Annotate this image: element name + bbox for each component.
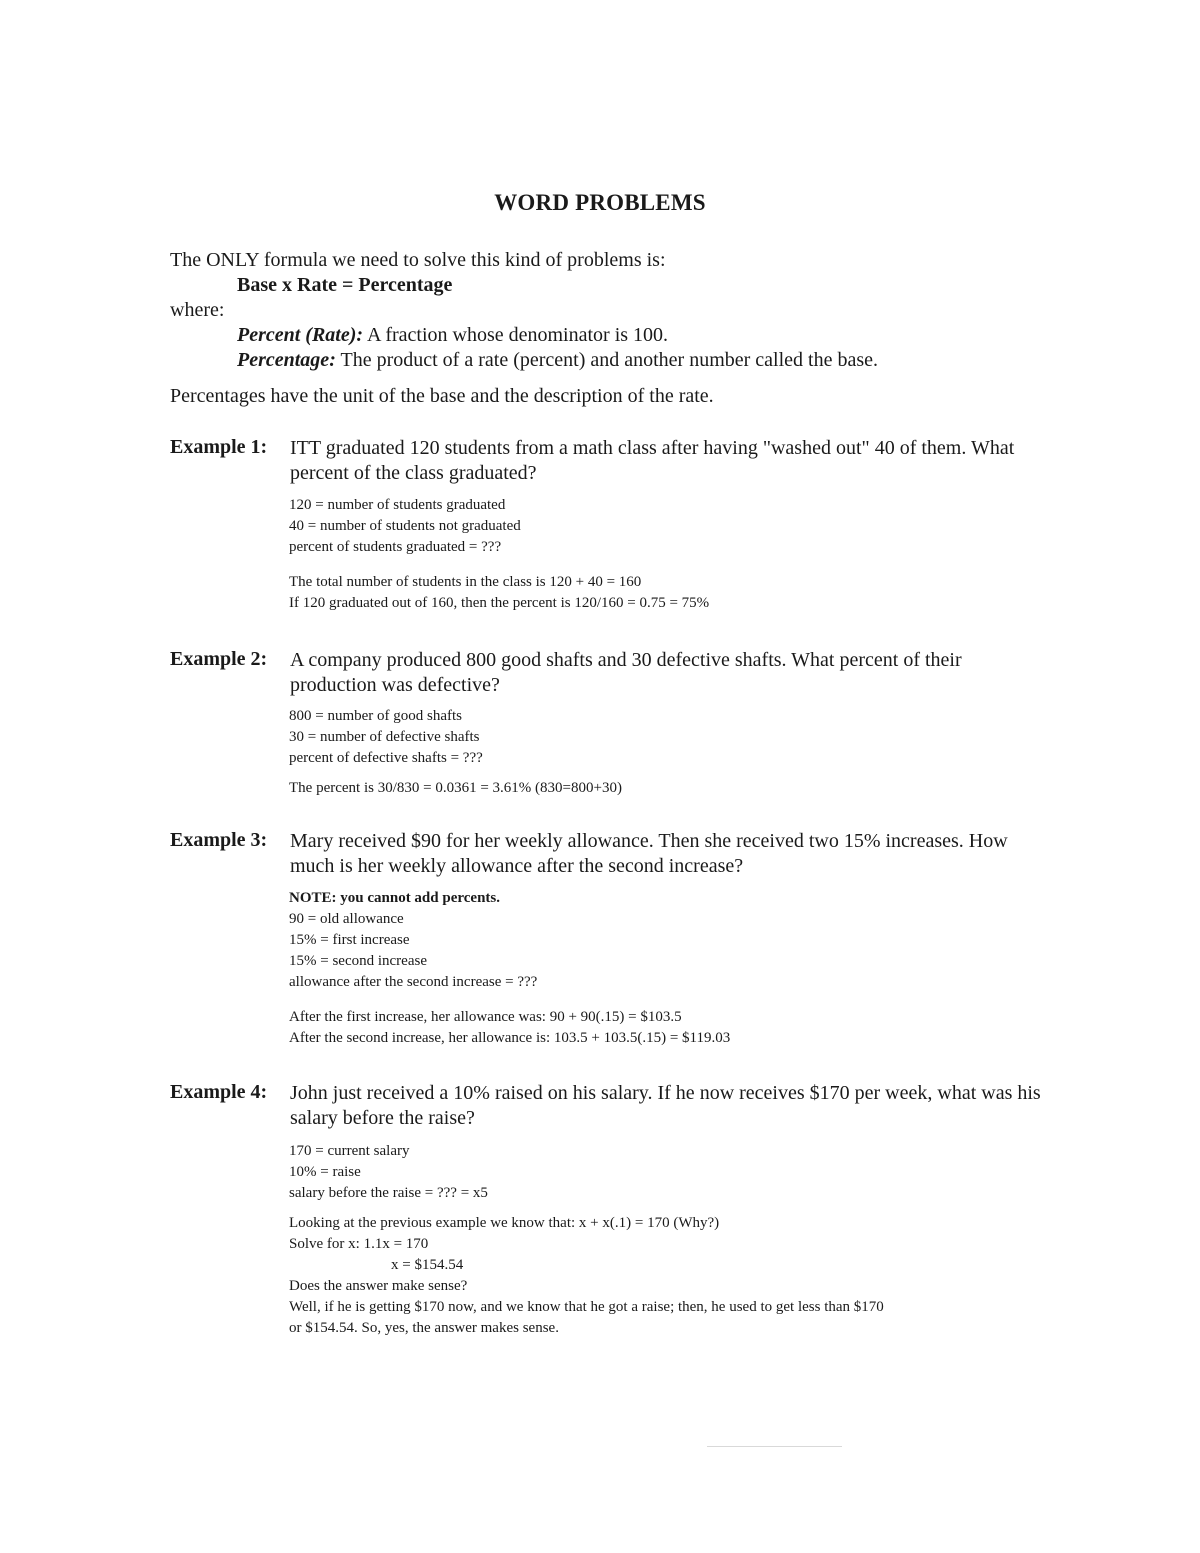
given-line: 10% = raise [289,1164,361,1180]
definition-percentage [237,348,878,373]
given-line: 90 = old allowance [289,911,404,927]
example-2-work [289,706,622,799]
given-line: salary before the raise = ??? = x5 [289,1185,488,1201]
solution-line: If 120 graduated out of 160, then the percent is 120/160 = 0.75 = 75% [289,595,710,611]
definition-percent [237,323,668,348]
definition-term: Percent (Rate): [237,324,364,346]
solution-line: x = $154.54 [391,1257,464,1273]
example-1-label: Example 1: [170,436,268,458]
given-line: percent of defective shafts = ??? [289,750,483,766]
example-4-question: John just received a 10% raised on his salary. If he now receives $170 per week, what was his salary before the raise? [290,1082,1041,1129]
example-1-work [289,495,709,614]
example-2-question: A company produced 800 good shafts and 30 defective shafts. What percent of their production was defective? [290,649,962,696]
solution-line: After the first increase, her allowance was: 90 + 90(.15) = $103.5 [289,1009,682,1025]
given-line: percent of students graduated = ??? [289,539,502,555]
definition-term: Percentage: [237,349,336,371]
intro-where: where: [170,299,225,321]
intro-note: Percentages have the unit of the base and the description of the rate. [170,385,714,407]
example-2-label: Example 2: [170,648,268,670]
given-line: 800 = number of good shafts [289,708,463,724]
example-3-question: Mary received $90 for her weekly allowance. Then she received two 15% increases. How much is her weekly allowance after the second increase? [290,830,1008,877]
example-4-label: Example 4: [170,1081,268,1103]
example-4-work [289,1141,884,1339]
intro-formula-line: The ONLY formula we need to solve this kind of problems is: [170,249,666,271]
given-line: 120 = number of students graduated [289,497,506,513]
given-line: allowance after the second increase = ??? [289,974,538,990]
solution-line: Well, if he is getting $170 now, and we know that he got a raise; then, he used to get less than $170 [289,1299,884,1315]
solution-line: or $154.54. So, yes, the answer makes sense. [289,1320,559,1336]
solution-line: Looking at the previous example we know that: x + x(.1) = 170 (Why?) [289,1215,720,1231]
solution-line: The total number of students in the class is 120 + 40 = 160 [289,574,642,590]
given-line: 15% = second increase [289,953,427,969]
example-3-work [289,888,730,1049]
intro-formula: Base x Rate = Percentage [237,274,453,296]
given-line: 170 = current salary [289,1143,410,1159]
definition-text: A fraction whose denominator is 100. [363,324,669,346]
scan-artifact-line [707,1446,842,1447]
definition-text: The product of a rate (percent) and another number called the base. [335,349,879,371]
given-line: 15% = first increase [289,932,410,948]
solution-line: After the second increase, her allowance is: 103.5 + 103.5(.15) = $119.03 [289,1030,731,1046]
example-1-question: ITT graduated 120 students from a math class after having "washed out" 40 of them. What percent of the class graduated? [290,437,1015,484]
example-3-label: Example 3: [170,829,268,851]
solution-line: Solve for x: 1.1x = 170 [289,1236,429,1252]
solution-line: Does the answer make sense? [289,1278,468,1294]
given-line: 30 = number of defective shafts [289,729,480,745]
page-title: WORD PROBLEMS [494,190,706,215]
solution-line: The percent is 30/830 = 0.0361 = 3.61% (830=800+30) [289,780,622,796]
given-line: 40 = number of students not graduated [289,518,521,534]
example-3-note: NOTE: you cannot add percents. [289,890,500,906]
